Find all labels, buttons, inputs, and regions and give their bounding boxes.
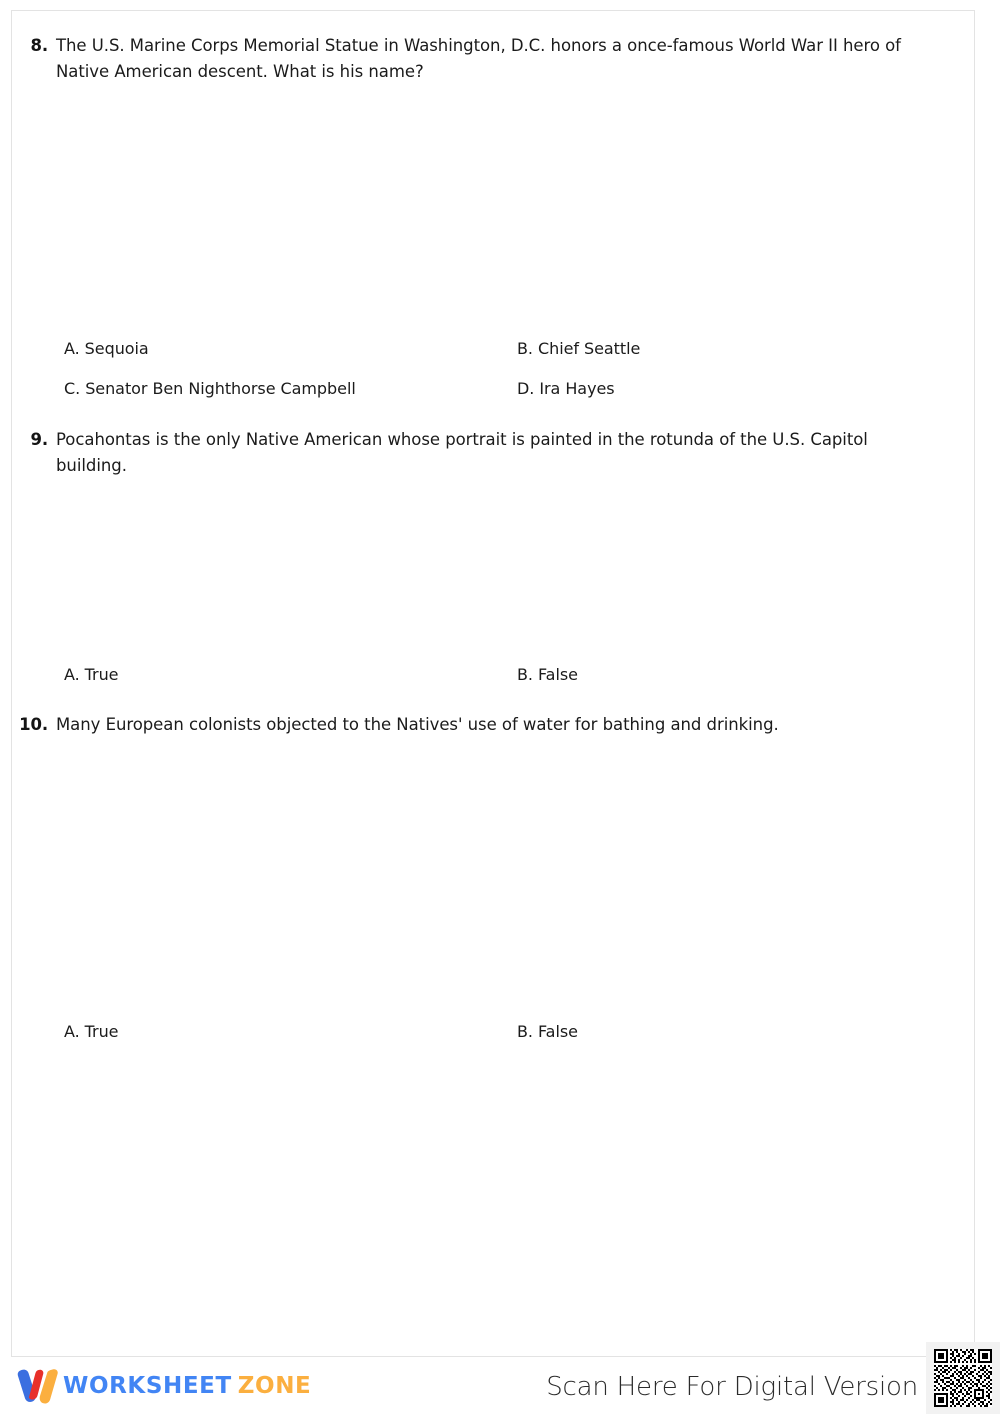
- question-10-number: 10.: [19, 715, 48, 734]
- question-10-option-b[interactable]: B. False: [517, 1022, 578, 1041]
- question-item-9: [12, 427, 974, 703]
- question-9-number: 9.: [30, 430, 48, 449]
- question-10-option-a[interactable]: A. True: [64, 1022, 119, 1041]
- question-8-option-d[interactable]: D. Ira Hayes: [517, 379, 615, 398]
- qr-code-container[interactable]: [926, 1342, 1000, 1414]
- question-9-option-b[interactable]: B. False: [517, 665, 578, 684]
- scan-here-label: Scan Here For Digital Version: [546, 1372, 918, 1402]
- page-footer: [0, 1362, 1000, 1414]
- question-10-text: Many European colonists objected to the Natives' use of water for bathing and drinking.: [56, 715, 779, 734]
- question-8-option-row-2: [64, 377, 974, 417]
- question-item-10: [12, 712, 974, 1060]
- worksheet-zone-logo[interactable]: [17, 1366, 311, 1406]
- question-8-option-row-1: [64, 337, 974, 377]
- question-8-options: [64, 337, 974, 417]
- worksheet-zone-w-mark-icon: [17, 1366, 59, 1406]
- question-8-number: 8.: [30, 36, 48, 55]
- question-9-options: [64, 663, 974, 703]
- question-10-heading: [12, 712, 974, 738]
- question-8-heading: [12, 33, 974, 85]
- question-8-option-b[interactable]: B. Chief Seattle: [517, 339, 641, 358]
- question-8-option-c[interactable]: C. Senator Ben Nighthorse Campbell: [64, 379, 356, 398]
- brand-word-zone: ZONE: [237, 1373, 312, 1399]
- question-item-8: [12, 33, 974, 417]
- worksheet-page: [11, 10, 975, 1357]
- question-9-heading: [12, 427, 974, 479]
- worksheet-zone-wordmark: [63, 1366, 311, 1406]
- question-9-text: Pocahontas is the only Native American whose portrait is painted in the rotunda of the U.S. Capitol building.: [56, 430, 868, 475]
- question-8-option-a[interactable]: A. Sequoia: [64, 339, 149, 358]
- question-8-text: The U.S. Marine Corps Memorial Statue in Washington, D.C. honors a once-famous World War II hero of Native American descent. What is his name?: [56, 36, 901, 81]
- brand-word-worksheet: WORKSHEET: [63, 1373, 232, 1399]
- question-list: [12, 11, 974, 1060]
- question-10-options: [64, 1020, 974, 1060]
- qr-code-icon[interactable]: [934, 1349, 992, 1407]
- question-9-option-row-1: [64, 663, 974, 703]
- question-9-option-a[interactable]: A. True: [64, 665, 119, 684]
- question-10-option-row-1: [64, 1020, 974, 1060]
